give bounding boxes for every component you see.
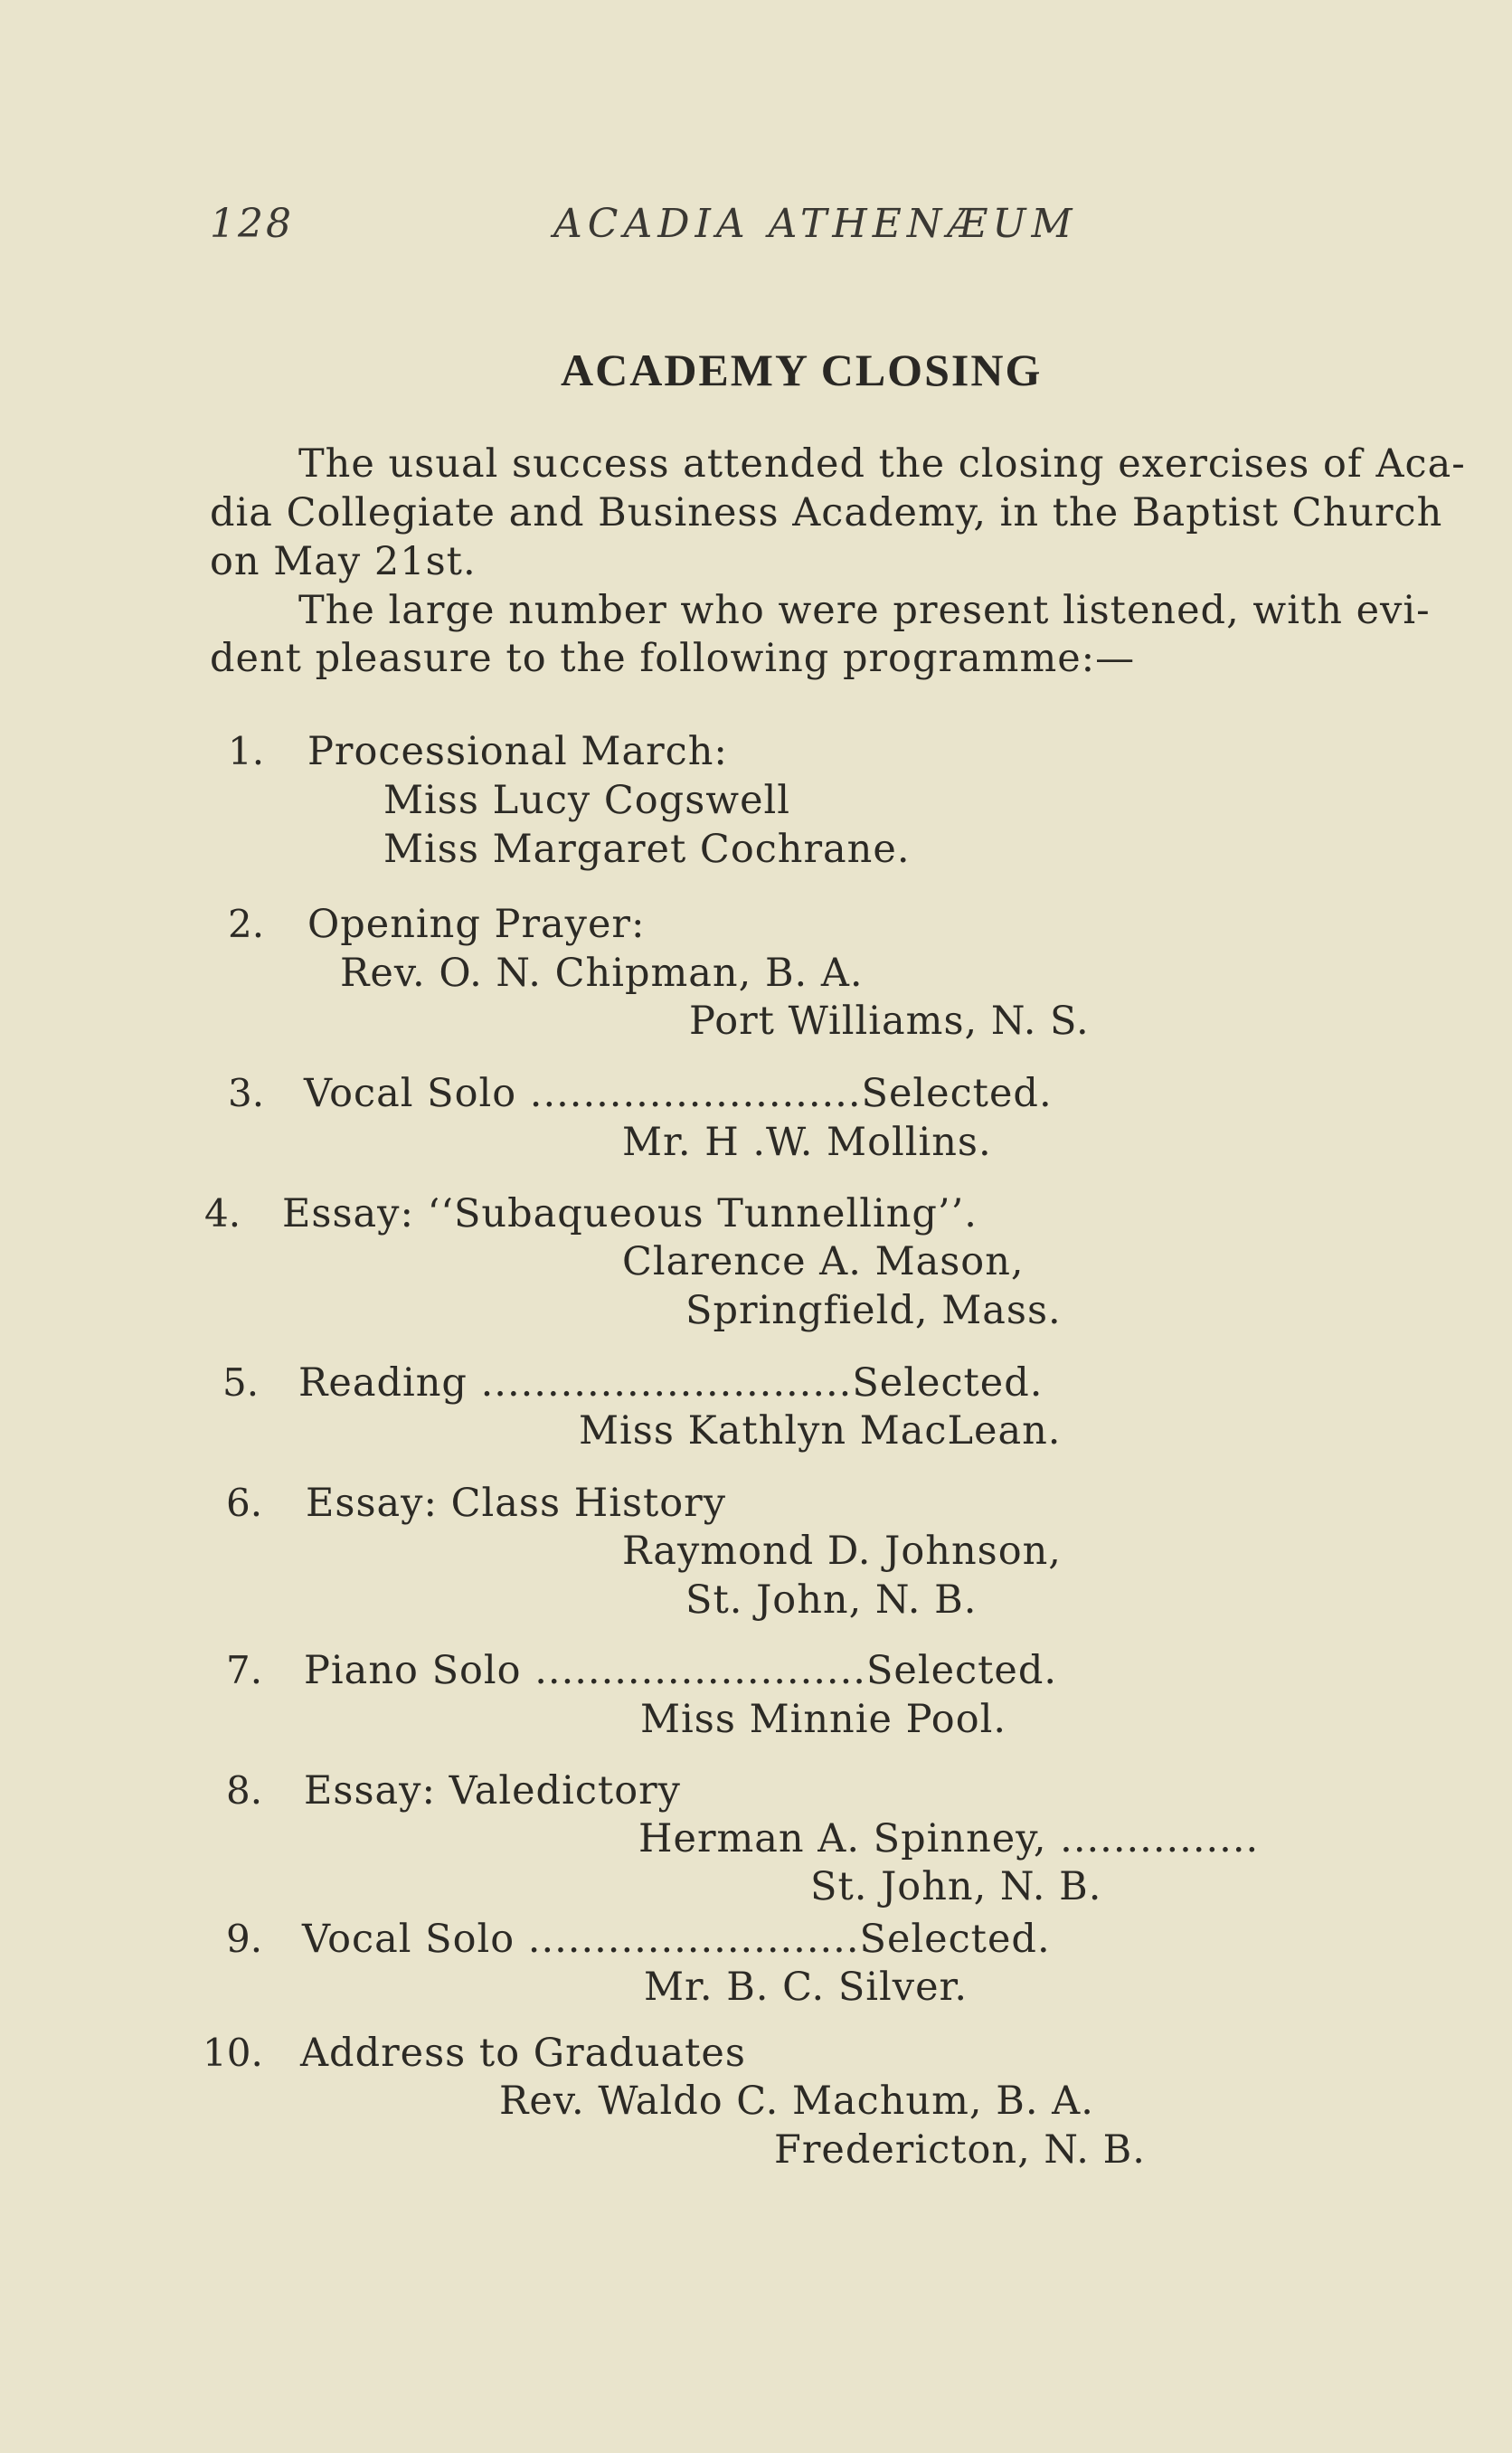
item-performer: Miss Lucy Cogswell [383, 778, 791, 823]
item-title: Address to Graduates [300, 2031, 746, 2076]
item-title: Reading ............................Selected. [298, 1360, 1044, 1406]
item-title: Processional March: [307, 729, 728, 774]
item-number: 8. [226, 1768, 263, 1813]
item-number: 6. [226, 1481, 263, 1525]
page-number: 128 [210, 201, 294, 247]
item-performer: Rev. Waldo C. Machum, B. A. [499, 2079, 1094, 2124]
item-number: 10. [203, 2031, 263, 2075]
item-performer: Miss Margaret Cochrane. [383, 827, 911, 872]
intro-paragraph-line: The large number who were present listened, with evi- [298, 588, 1431, 633]
item-performer-location: Fredericton, N. B. [774, 2127, 1146, 2173]
item-title: Essay: Class History [306, 1481, 727, 1526]
item-number: 7. [226, 1648, 263, 1692]
item-number: 2. [228, 902, 265, 946]
item-number: 5. [222, 1360, 260, 1405]
item-performer: Mr. H .W. Mollins. [622, 1120, 992, 1165]
item-performer: Herman A. Spinney, ............... [638, 1816, 1260, 1861]
intro-paragraph-line: dent pleasure to the following programme:— [210, 636, 1136, 681]
item-performer-location: St. John, N. B. [810, 1864, 1102, 1909]
running-title: ACADIA ATHENÆUM [553, 201, 1078, 247]
item-performer: Raymond D. Johnson, [622, 1529, 1062, 1574]
item-performer: Mr. B. C. Silver. [644, 1965, 969, 2010]
item-number: 4. [204, 1191, 241, 1236]
section-title: ACADEMY CLOSING [561, 345, 1043, 395]
item-title: Opening Prayer: [307, 902, 646, 947]
item-title: Vocal Solo .........................Selected. [304, 1071, 1053, 1116]
item-performer: Rev. O. N. Chipman, B. A. [340, 951, 864, 996]
item-performer: Miss Kathlyn MacLean. [579, 1408, 1062, 1454]
item-number: 9. [226, 1917, 263, 1961]
item-title: Essay: ‘‘Subaqueous Tunnelling’’. [282, 1191, 978, 1236]
item-title: Piano Solo .........................Selected. [304, 1648, 1058, 1693]
item-performer-location: St. John, N. B. [685, 1577, 978, 1623]
item-number: 1. [228, 729, 265, 773]
item-performer-location: Port Williams, N. S. [689, 999, 1090, 1044]
item-performer: Clarence A. Mason, [622, 1239, 1025, 1284]
item-title: Essay: Valedictory [304, 1768, 681, 1814]
item-performer: Miss Minnie Pool. [640, 1697, 1007, 1742]
item-number: 3. [228, 1071, 265, 1115]
intro-paragraph-line: on May 21st. [210, 539, 477, 584]
intro-paragraph-line: The usual success attended the closing exercises of Aca- [298, 441, 1466, 487]
item-performer-location: Springfield, Mass. [685, 1288, 1062, 1333]
intro-paragraph-line: dia Collegiate and Business Academy, in the Baptist Church [210, 490, 1443, 535]
item-title: Vocal Solo .........................Selected. [302, 1917, 1051, 1962]
